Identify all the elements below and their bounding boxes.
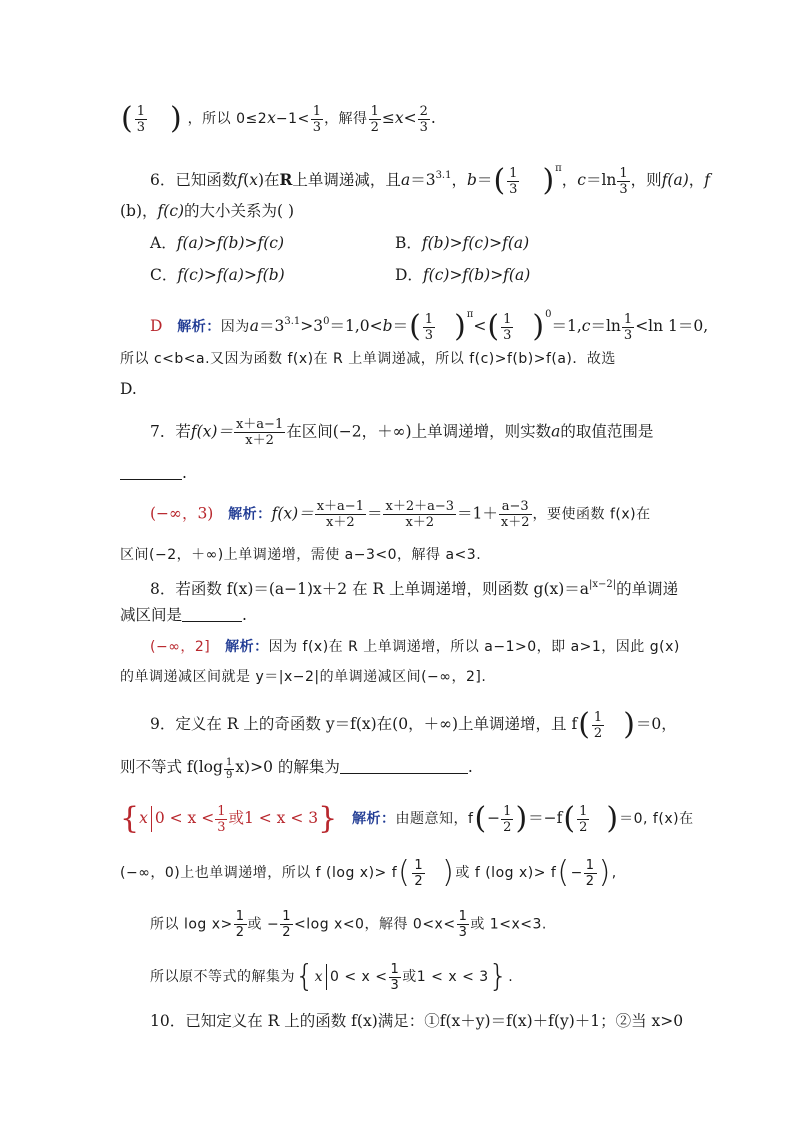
option-d: D．f(c)>f(b)>f(a): [395, 266, 531, 284]
answer-blank: [182, 605, 242, 622]
question-7: 7．若f(x)＝ $\frac{x+a-1}{x+2}$ 在区间(−2，＋∞)上单调递增，则实数a的取值范围是: [150, 417, 654, 448]
option-c: C．f(c)>f(a)>f(b): [150, 266, 285, 284]
question-7-line2: .: [120, 462, 676, 484]
question-9: 9．定义在 R 上的奇函数 y＝f(x)在(0，＋∞)上单调递增，且 f( $\frac{1}{2}$ )＝0，: [150, 707, 677, 742]
answer-blank: [340, 757, 468, 774]
option-a: A．f(a)>f(b)>f(c): [150, 234, 285, 252]
question-9-line2: 则不等式 f(log $\frac{1}{9}$ x)>0 的解集为 .: [120, 757, 473, 781]
answer-7-line2: 区间(−2，＋∞)上单调递增，需使 a−3<0，解得 a<3.: [120, 547, 482, 563]
answer-6-line2: 所以 c<b<a.又因为函数 f(x)在 R 上单调递减，所以 f(c)>f(b)>f(a)．故选: [120, 351, 616, 367]
answer-7: (−∞，3) 解析：f(x)＝ $\frac{x+a-1}{x+2}$ ＝ $\frac{x+2+a-3}{x+2}$ ＝1＋ $\frac{a-3}{x+2}$ ，要使函数 f(x)在: [150, 499, 651, 530]
question-6-line2: (b)，f(c)的大小关系为( ): [120, 202, 295, 220]
question-8: 8．若函数 f(x)＝(a−1)x＋2 在 R 上单调递增，则函数 $g(x)=a^{|x-2|}$的单调递: [150, 579, 679, 598]
option-b: B．f(b)>f(c)>f(a): [395, 234, 530, 252]
answer-6: D 解析：因为$a=3^{3.1}>3^0=1,0<b=$( $\frac{1}{3}$ )$^\pi$<( $\frac{1}{3}$ )$^0$＝1,c＝ln $\frac{1}{3}$ <ln 1＝0,: [150, 309, 709, 344]
question-10: 10．已知定义在 R 上的函数 f(x)满足：①f(x＋y)＝f(x)＋f(y)＋1；②当 x>0: [150, 1012, 684, 1030]
answer-8-line2: 的单调递减区间就是 y＝|x−2|的单调递减区间(−∞，2].: [120, 669, 487, 685]
answer-blank: [120, 463, 182, 480]
answer-8: (−∞，2] 解析：因为 f(x)在 R 上单调递增，所以 a−1>0，即 a>1，因此 g(x): [150, 639, 680, 655]
answer-9-line3: 所以 log x> $\frac{1}{2}$ 或 − $\frac{1}{2}$ <log x<0，解得 0<x< $\frac{1}{3}$ 或 1<x<3.: [150, 909, 547, 940]
question-6: 6．已知函数f(x)在R上单调递减，且$a=3^{3.1}$，b＝( $\frac{1}{3}$ )$^\pi$，c＝ln $\frac{1}{3}$ ，则f(a)，f: [150, 163, 711, 198]
answer-9-set: {x 0 < x < $\frac{1}{3}$ 或1 < x < 3}: [120, 801, 338, 836]
answer-9: {x 0 < x < $\frac{1}{3}$ 或1 < x < 3} 解析：由题意知，f(− $\frac{1}{2}$ )＝−f( $\frac{1}{2}$ )＝0, f(x)在: [120, 801, 694, 836]
question-8-line2: 减区间是 .: [120, 606, 247, 624]
prev-answer-tail: ( $\frac{1}{3}$ ) ，所以 0≤2x−1< $\frac{1}{3}$ ，解得 $\frac{1}{2}$ ≤x< $\frac{2}{3}$ .: [121, 101, 436, 136]
answer-6-line3: D.: [120, 380, 137, 398]
answer-9-line2: (−∞，0)上也单调递增，所以 f (log x)> f( $\frac{1}{2}$ )或 f (log x)> f(− $\frac{1}{2}$ ),: [120, 855, 617, 890]
answer-9-line4: 所以原不等式的解集为{x 0 < x < $\frac{1}{3}$ 或1 < x < 3}.: [150, 959, 514, 994]
